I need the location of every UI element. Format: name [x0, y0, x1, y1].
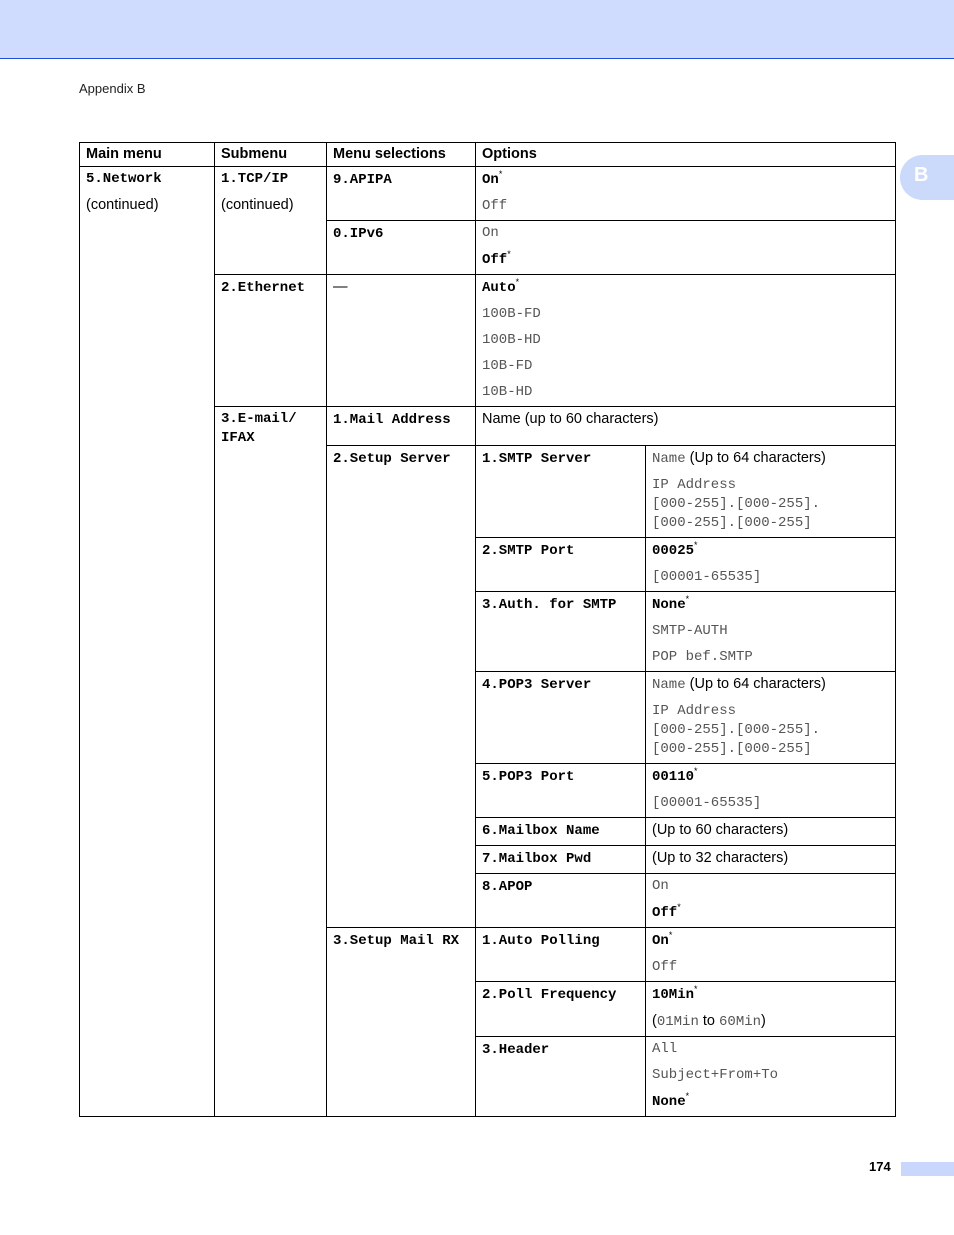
sub-selection-label: 3.Auth. for SMTP [482, 597, 617, 613]
option-value: Subject+From+To [652, 1067, 779, 1083]
sub-selection-label: 6.Mailbox Name [482, 823, 600, 839]
appendix-tab [900, 155, 954, 200]
option-range: [00001-65535] [652, 795, 762, 811]
selection-setup-mail-rx-label: 3.Setup Mail RX [333, 933, 460, 949]
sub-selection-apop [476, 874, 646, 928]
default-marker: * [694, 766, 698, 777]
default-marker: * [498, 169, 503, 180]
col-menu-selections: Menu selections [327, 143, 476, 167]
option-text: Name (up to 60 characters) [482, 411, 659, 427]
option-value: Off [652, 959, 678, 975]
option-value: On [652, 878, 669, 894]
selection-setup-server-label: 2.Setup Server [333, 451, 451, 467]
selection-setup-server [327, 446, 476, 928]
options-auto-polling [646, 928, 896, 982]
sub-selection-header [476, 1037, 646, 1117]
option-text: to [698, 1013, 720, 1029]
options-poll-frequency [646, 982, 896, 1037]
sub-selection-label: 4.POP3 Server [482, 677, 592, 693]
page-number: 174 [869, 1159, 891, 1174]
options-mail-address [476, 407, 896, 446]
default-marker: * [694, 540, 698, 551]
sub-selection-label: 2.Poll Frequency [482, 987, 617, 1003]
sub-selection-mailbox-name [476, 818, 646, 846]
selection-ethernet [327, 275, 476, 407]
submenu-email-cell [215, 407, 327, 1117]
submenu-email-label-2: IFAX [221, 430, 255, 446]
option-text: ( [652, 1013, 657, 1029]
top-header-band [0, 0, 954, 59]
options-apop [646, 874, 896, 928]
submenu-tcpip-label: 1.TCP/IP [221, 171, 289, 187]
selection-apipa [327, 167, 476, 221]
option-default: None [652, 597, 686, 613]
sub-selection-label: 2.SMTP Port [482, 543, 575, 559]
option-range: [000-255].[000-255] [652, 515, 812, 531]
sub-selection-smtp-port [476, 538, 646, 592]
options-mailbox-pwd [646, 846, 896, 874]
option-default: Auto [482, 280, 516, 296]
selection-dash: — [333, 279, 348, 295]
option-default: Off [482, 252, 508, 268]
option-range: [000-255].[000-255]. [652, 496, 821, 512]
options-mailbox-name [646, 818, 896, 846]
option-default: None [652, 1094, 686, 1110]
option-value: Name [652, 451, 686, 467]
option-value: On [482, 225, 499, 241]
submenu-email-label: 3.E-mail/ [221, 411, 297, 427]
option-text: (Up to 64 characters) [685, 676, 826, 692]
default-marker: * [515, 277, 520, 288]
option-range: [000-255].[000-255] [652, 741, 812, 757]
default-marker: * [685, 594, 690, 605]
option-value: Off [482, 198, 508, 214]
options-auth-smtp [646, 592, 896, 672]
default-marker: * [685, 1091, 690, 1102]
sub-selection-auto-polling [476, 928, 646, 982]
default-marker: * [677, 902, 681, 913]
options-smtp-server [646, 446, 896, 538]
option-value: SMTP-AUTH [652, 623, 728, 639]
sub-selection-label: 5.POP3 Port [482, 769, 575, 785]
default-marker: * [694, 984, 698, 995]
option-value: Name [652, 677, 686, 693]
sub-selection-poll-frequency [476, 982, 646, 1037]
option-default: 10Min [652, 987, 695, 1003]
table-header-row [80, 143, 896, 167]
sub-selection-label: 7.Mailbox Pwd [482, 851, 592, 867]
table-row [80, 167, 896, 221]
option-default: Off [652, 905, 678, 921]
running-header: Appendix B [79, 81, 146, 96]
options-pop3-server [646, 672, 896, 764]
selection-setup-mail-rx [327, 928, 476, 1117]
selection-ipv6 [327, 221, 476, 275]
selection-mail-address [327, 407, 476, 446]
option-text: (Up to 32 characters) [652, 850, 789, 866]
options-header [646, 1037, 896, 1117]
option-value: 100B-HD [482, 332, 541, 348]
option-value: 01Min [656, 1014, 699, 1030]
option-value: IP Address [652, 477, 737, 493]
options-apipa [476, 167, 896, 221]
options-ethernet [476, 275, 896, 407]
option-value: POP bef.SMTP [652, 649, 753, 665]
option-default: On [482, 172, 499, 188]
selection-ipv6-label: 0.IPv6 [333, 226, 384, 242]
sub-selection-pop3-port [476, 764, 646, 818]
options-pop3-port [646, 764, 896, 818]
main-menu-note: (continued) [86, 197, 159, 213]
sub-selection-label: 1.Auto Polling [482, 933, 600, 949]
default-marker: * [507, 249, 511, 260]
option-range: [00001-65535] [652, 569, 762, 585]
option-value: All [652, 1041, 678, 1057]
default-marker: * [668, 930, 673, 941]
sub-selection-mailbox-pwd [476, 846, 646, 874]
main-menu-label: 5.Network [86, 171, 162, 187]
col-main-menu: Main menu [80, 143, 215, 167]
col-options: Options [476, 143, 896, 167]
submenu-tcpip-cell [215, 167, 327, 275]
col-submenu: Submenu [215, 143, 327, 167]
option-value: 10B-HD [482, 384, 533, 400]
submenu-ethernet-label: 2.Ethernet [221, 280, 306, 296]
submenu-ethernet-cell [215, 275, 327, 407]
sub-selection-label: 1.SMTP Server [482, 451, 592, 467]
menu-table [79, 142, 896, 1117]
option-default: 00025 [652, 543, 695, 559]
sub-selection-label: 8.APOP [482, 879, 533, 895]
option-default: 00110 [652, 769, 695, 785]
page-number-bar [901, 1162, 954, 1176]
selection-mail-address-label: 1.Mail Address [333, 412, 451, 428]
sub-selection-smtp-server [476, 446, 646, 538]
main-menu-cell [80, 167, 215, 1117]
option-value: IP Address [652, 703, 737, 719]
option-value: 10B-FD [482, 358, 533, 374]
submenu-tcpip-note: (continued) [221, 197, 294, 213]
sub-selection-label: 3.Header [482, 1042, 550, 1058]
sub-selection-pop3-server [476, 672, 646, 764]
option-text: (Up to 60 characters) [652, 822, 789, 838]
option-text: (Up to 64 characters) [685, 450, 826, 466]
options-smtp-port [646, 538, 896, 592]
options-ipv6 [476, 221, 896, 275]
option-range: [000-255].[000-255]. [652, 722, 821, 738]
option-text: ) [761, 1013, 766, 1029]
option-default: On [652, 933, 669, 949]
appendix-tab-letter: B [914, 164, 929, 186]
option-value: 100B-FD [482, 306, 541, 322]
selection-apipa-label: 9.APIPA [333, 172, 392, 188]
option-value: 60Min [719, 1014, 762, 1030]
sub-selection-auth-smtp [476, 592, 646, 672]
